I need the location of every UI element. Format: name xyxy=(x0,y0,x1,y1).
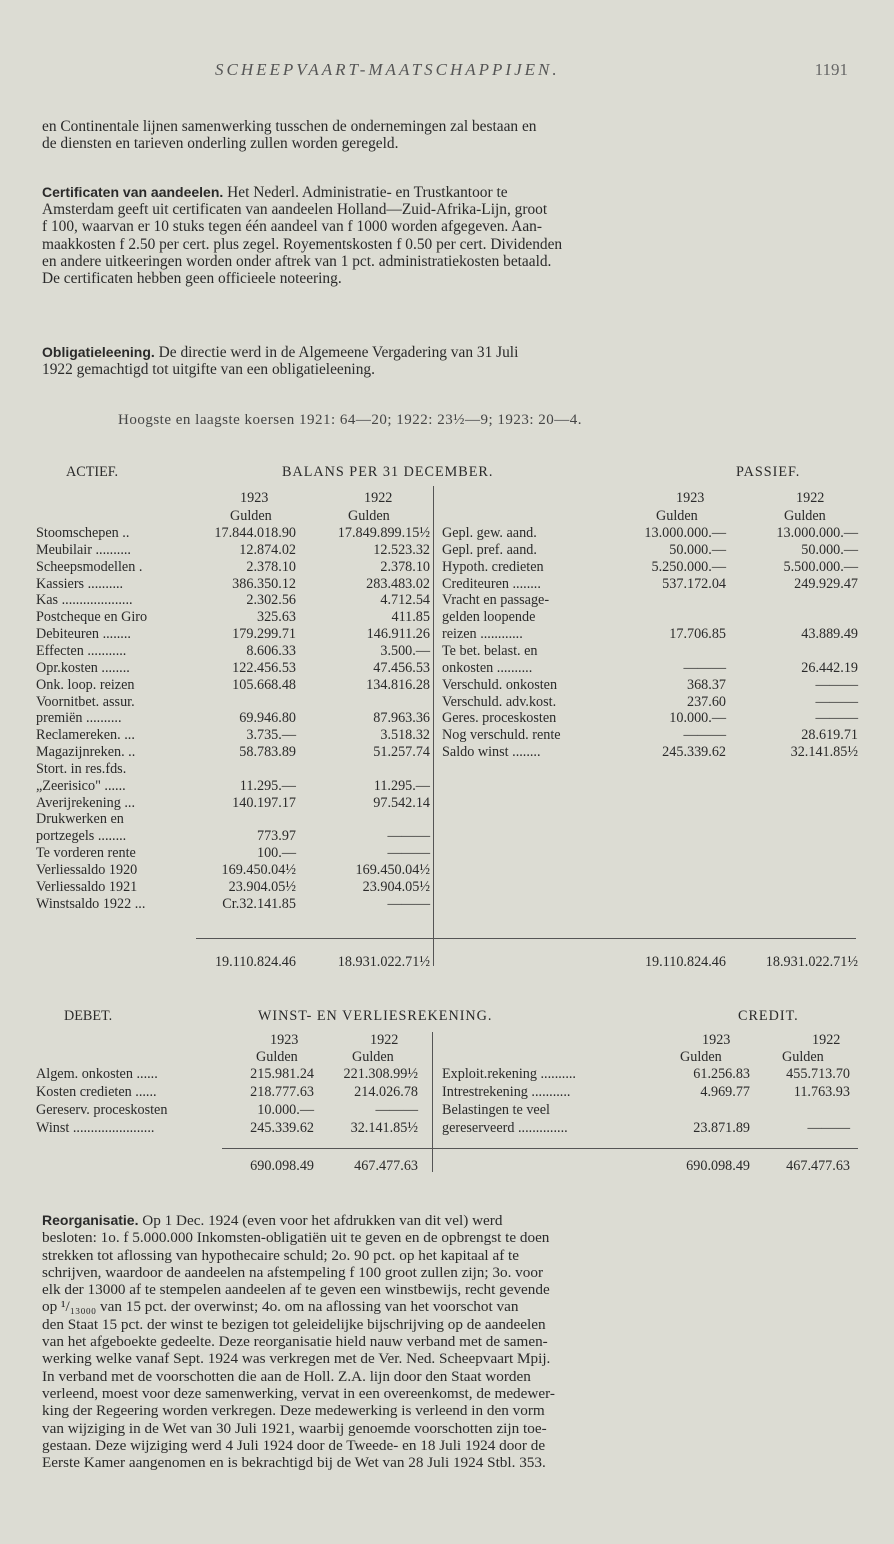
row-value: 249.929.47 xyxy=(794,575,858,592)
total-value: 18.931.022.71½ xyxy=(765,954,858,970)
row-label: Vracht en passage- xyxy=(442,592,550,609)
row-value: 32.141.85½ xyxy=(350,1120,418,1136)
row-value: ——— xyxy=(387,845,430,862)
row-value: 245.339.62 xyxy=(662,744,726,761)
text-line: Amsterdam geeft uit certificaten van aandeelen Holland—Zuid-Afrika-Lijn, groot xyxy=(42,201,548,219)
row-value: 455.713.70 xyxy=(786,1066,850,1082)
row-label: Postcheque en Giro xyxy=(36,609,148,626)
row-value: 4.712.54 xyxy=(380,592,430,609)
col-year: 1923 xyxy=(240,490,269,506)
row-value: ——— xyxy=(815,710,858,727)
row-value: 61.256.83 xyxy=(693,1066,750,1082)
row-value: 17.706.85 xyxy=(669,626,726,643)
total-value: 467.477.63 xyxy=(354,1158,418,1174)
total-value: 690.098.49 xyxy=(686,1158,750,1174)
balance-title: BALANS PER 31 DECEMBER. xyxy=(282,464,494,480)
certificaten-paragraph xyxy=(42,184,864,287)
col-unit: Gulden xyxy=(348,508,390,524)
row-value: 773.97 xyxy=(256,828,296,845)
text-line: verleend, moest voor deze samenwerking, vervat in een overeenkomst, de medewer- xyxy=(42,1384,555,1402)
col-year: 1922 xyxy=(370,1032,399,1048)
col-year: 1922 xyxy=(796,490,825,506)
column-divider xyxy=(433,486,434,966)
row-label: premiën .......... xyxy=(36,710,122,727)
text-line: Eerste Kamer aangenomen en is bekrachtigd bij de Wet van 28 Juli 1924 Stbl. 353. xyxy=(42,1454,546,1472)
col-unit: Gulden xyxy=(230,508,272,524)
row-value: 97.542.14 xyxy=(373,794,430,811)
intro-paragraph xyxy=(42,118,864,152)
row-value: 13.000.000.— xyxy=(776,525,858,541)
row-value: Cr.32.141.85 xyxy=(222,895,296,912)
text-line: Het Nederl. Administratie- en Trustkantoor te xyxy=(223,184,508,201)
row-value: 50.000.— xyxy=(801,541,858,558)
row-label: Gereserv. proceskosten xyxy=(36,1102,168,1118)
row-value: 11.763.93 xyxy=(793,1084,850,1100)
row-value: ——— xyxy=(683,727,726,744)
row-value: 47.456.53 xyxy=(373,659,430,676)
debet-label: DEBET. xyxy=(64,1008,113,1024)
section-heading: Reorganisatie. xyxy=(42,1212,139,1228)
row-label: Opr.kosten ........ xyxy=(36,659,130,676)
col-year: 1923 xyxy=(676,490,705,506)
col-unit: Gulden xyxy=(784,508,826,524)
row-label: Stort. in res.fds. xyxy=(36,760,127,777)
row-value: 221.308.99½ xyxy=(343,1066,418,1082)
row-label: Voornitbet. assur. xyxy=(36,693,135,710)
column-divider xyxy=(432,1032,433,1172)
row-value: 368.37 xyxy=(686,676,726,693)
col-unit: Gulden xyxy=(782,1049,824,1065)
passief-label: PASSIEF. xyxy=(736,464,801,480)
row-value: 10.000.— xyxy=(257,1102,314,1118)
col-year: 1923 xyxy=(702,1032,731,1048)
row-label: Drukwerken en xyxy=(36,811,124,828)
text-line: de diensten en tarieven onderling zullen worden geregeld. xyxy=(42,135,399,153)
row-value: ——— xyxy=(807,1120,850,1136)
row-value: 218.777.63 xyxy=(250,1084,314,1100)
row-value: 140.197.17 xyxy=(232,794,296,811)
text-line: gestaan. Deze wijziging werd 4 Juli 1924 door de Tweede- en 18 Juli 1924 door de xyxy=(42,1436,546,1454)
text-line: strekken tot aflossing van hypothecaire schuld; 2o. 90 pct. op het kapitaal af te xyxy=(42,1246,520,1264)
total-rule xyxy=(222,1148,858,1149)
row-label: Te vorderen rente xyxy=(36,845,136,862)
col-unit: Gulden xyxy=(256,1049,298,1065)
row-value: 5.500.000.— xyxy=(783,558,858,575)
row-value: 17.844.018.90 xyxy=(214,525,296,541)
total-value: 467.477.63 xyxy=(786,1158,850,1174)
text-line: De certificaten hebben geen officieele noteering. xyxy=(42,270,342,288)
row-label: Kassiers .......... xyxy=(36,575,124,592)
row-label: „Zeerisico" ...... xyxy=(36,777,126,794)
row-value: ——— xyxy=(387,828,430,845)
profit-loss-title: WINST- EN VERLIESREKENING. xyxy=(258,1008,493,1024)
row-value: 10.000.— xyxy=(669,710,726,727)
row-value: 23.904.05½ xyxy=(228,878,296,895)
col-unit: Gulden xyxy=(680,1049,722,1065)
total-value: 19.110.824.46 xyxy=(214,954,296,970)
row-label: Winstsaldo 1922 ... xyxy=(36,895,146,912)
section-heading: Certificaten van aandeelen. xyxy=(42,184,224,200)
row-value: ——— xyxy=(815,676,858,693)
row-value: 3.500.— xyxy=(380,642,430,659)
text-line: De directie werd in de Algemeene Vergadering van 31 Juli xyxy=(154,344,519,361)
row-value: 122.456.53 xyxy=(232,659,296,676)
row-value: 4.969.77 xyxy=(700,1084,750,1100)
row-value: 51.257.74 xyxy=(373,744,430,761)
text-line: f 100, waarvan er 10 stuks tegen één aandeel van f 1000 worden afgegeven. Aan- xyxy=(42,218,542,236)
row-value: 23.904.05½ xyxy=(362,878,430,895)
row-label: gelden loopende xyxy=(442,609,536,626)
total-value: 19.110.824.46 xyxy=(644,954,726,970)
row-value: 32.141.85½ xyxy=(790,744,858,761)
row-value: 237.60 xyxy=(686,693,726,710)
row-value: ——— xyxy=(815,693,858,710)
row-value: 8.606.33 xyxy=(246,642,296,659)
text-line: schrijven, waardoor de aandeelen na afstempeling f 100 groot zullen zijn; 3o. voor xyxy=(42,1263,544,1281)
row-label: Gepl. pref. aand. xyxy=(442,541,537,558)
row-value: 169.450.04½ xyxy=(221,862,296,878)
row-label: Belastingen te veel xyxy=(442,1102,550,1118)
row-value: 69.946.80 xyxy=(239,710,296,727)
row-value: 386.350.12 xyxy=(232,575,296,592)
text-line: maakkosten f 2.50 per cert. plus zegel. Royementskosten f 0.50 per cert. Dividenden xyxy=(42,235,563,253)
row-value: 43.889.49 xyxy=(801,626,858,643)
row-value: 134.816.28 xyxy=(366,676,430,693)
row-label: Stoomschepen .. xyxy=(36,525,130,541)
row-value: 411.85 xyxy=(391,609,430,626)
row-label: Averijrekening ... xyxy=(36,794,136,811)
row-label: Geres. proceskosten xyxy=(442,710,557,727)
row-value: 245.339.62 xyxy=(250,1120,314,1136)
col-year: 1922 xyxy=(364,490,393,506)
page-header xyxy=(0,60,894,84)
row-label: Kas .................... xyxy=(36,592,133,609)
row-label: Debiteuren ........ xyxy=(36,626,131,643)
row-value: 325.63 xyxy=(256,609,296,626)
row-value: 100.— xyxy=(256,845,296,862)
row-value: 105.668.48 xyxy=(232,676,296,693)
total-rule xyxy=(196,938,856,939)
reorganisatie-paragraph xyxy=(42,1212,864,1471)
text-line: en Continentale lijnen samenwerking tusschen de ondernemingen zal bestaan en xyxy=(42,118,537,135)
row-value: 146.911.26 xyxy=(366,626,430,643)
col-year: 1922 xyxy=(812,1032,841,1048)
row-value: 17.849.899.15½ xyxy=(337,525,430,541)
row-value: ——— xyxy=(375,1102,418,1118)
text-line: den Staat 15 pct. der winst te bezigen tot geleidelijke bijschrijving op de aandeelen xyxy=(42,1315,546,1333)
row-value: 58.783.89 xyxy=(239,744,296,761)
row-value: ——— xyxy=(683,659,726,676)
row-label: reizen ............ xyxy=(442,626,523,643)
row-label: Verschuld. adv.kost. xyxy=(442,693,557,710)
row-value: 5.250.000.— xyxy=(651,558,726,575)
page-number: 1191 xyxy=(814,60,848,79)
text-line: besloten: 1o. f 5.000.000 Inkomsten-obligatiën uit te geven en de opbrengst te doen xyxy=(42,1229,550,1247)
text-line: In verband met de voorschotten die aan de Holl. Z.A. lijn door den Staat worden xyxy=(42,1367,531,1385)
row-label: onkosten .......... xyxy=(442,659,533,676)
row-value: 169.450.04½ xyxy=(355,862,430,878)
row-value: 3.518.32 xyxy=(380,727,430,744)
section-heading: Obligatieleening. xyxy=(42,344,155,360)
row-value: 11.295.— xyxy=(373,777,430,794)
row-value: 13.000.000.— xyxy=(644,525,726,541)
row-value: 12.874.02 xyxy=(239,541,296,558)
profit-loss-account xyxy=(0,1008,894,1188)
row-value: 11.295.— xyxy=(239,777,296,794)
row-value: 2.302.56 xyxy=(246,592,296,609)
text-line: 1922 gemachtigd tot uitgifte van een obligatieleening. xyxy=(42,361,375,379)
koersen-line: Hoogste en laagste koersen 1921: 64—20; 1922: 23½—9; 1923: 20—4. xyxy=(118,412,583,428)
row-label: Hypoth. credieten xyxy=(442,558,544,575)
row-value: 2.378.10 xyxy=(246,558,296,575)
row-value: 28.619.71 xyxy=(801,727,858,744)
row-label: Verschuld. onkosten xyxy=(442,676,558,693)
text-line: werking welke vanaf Sept. 1924 was verkregen met de Ver. Ned. Scheepvaart Mpij. xyxy=(42,1350,551,1368)
row-value: 537.172.04 xyxy=(662,575,726,592)
text-line: op ¹/₁₃₀₀₀ van 15 pct. der overwinst; 4o. om na aflossing van het voorschot van xyxy=(42,1298,519,1316)
credit-label: CREDIT. xyxy=(738,1008,799,1024)
row-label: Onk. loop. reizen xyxy=(36,676,135,693)
row-value: 215.981.24 xyxy=(250,1066,314,1082)
row-label: Exploit.rekening .......... xyxy=(442,1066,576,1082)
col-unit: Gulden xyxy=(656,508,698,524)
row-value: 3.735.— xyxy=(246,727,296,744)
row-label: Kosten credieten ...... xyxy=(36,1084,157,1100)
total-value: 18.931.022.71½ xyxy=(337,954,430,970)
text-line: king der Regeering worden verkregen. Deze medewerking is verleend in den vorm xyxy=(42,1402,545,1420)
actief-label: ACTIEF. xyxy=(66,464,119,480)
row-label: Crediteuren ........ xyxy=(442,575,541,592)
row-label: Verliessaldo 1921 xyxy=(36,878,138,895)
row-value: 50.000.— xyxy=(669,541,726,558)
row-label: Effecten ........... xyxy=(36,642,127,659)
row-value: 12.523.32 xyxy=(373,541,430,558)
total-value: 690.098.49 xyxy=(250,1158,314,1174)
row-label: Te bet. belast. en xyxy=(442,642,538,659)
row-label: Saldo winst ........ xyxy=(442,744,541,761)
row-value: 87.963.36 xyxy=(373,710,430,727)
row-value: 2.378.10 xyxy=(380,558,430,575)
text-line: Op 1 Dec. 1924 (even voor het afdrukken van dit vel) werd xyxy=(138,1212,503,1229)
row-label: Winst ....................... xyxy=(36,1120,155,1136)
row-label: Nog verschuld. rente xyxy=(442,727,561,744)
row-label: Intrestrekening ........... xyxy=(442,1084,571,1100)
row-value: 283.483.02 xyxy=(366,575,430,592)
row-label: Magazijnreken. .. xyxy=(36,744,136,761)
row-label: Gepl. gew. aand. xyxy=(442,525,537,541)
col-unit: Gulden xyxy=(352,1049,394,1065)
row-label: gereserveerd .............. xyxy=(442,1120,568,1136)
row-label: portzegels ........ xyxy=(36,828,127,845)
text-line: van wijziging in de Wet van 30 Juli 1921, waarbij genoemde voorschotten zijn toe- xyxy=(42,1419,547,1437)
row-value: ——— xyxy=(387,895,430,912)
row-value: 214.026.78 xyxy=(354,1084,418,1100)
running-title: SCHEEPVAART-MAATSCHAPPIJEN. xyxy=(215,60,560,79)
text-line: van het afgeboekte gedeelte. Deze reorganisatie hield nauw verband met de samen- xyxy=(42,1333,548,1351)
row-label: Algem. onkosten ...... xyxy=(36,1066,158,1082)
row-value: 23.871.89 xyxy=(693,1120,750,1136)
text-line: elk der 13000 af te stempelen aandeelen af te geven een winstbewijs, recht gevende xyxy=(42,1281,550,1299)
row-value: 26.442.19 xyxy=(801,659,858,676)
obligatie-paragraph xyxy=(42,344,864,378)
col-year: 1923 xyxy=(270,1032,299,1048)
row-label: Meubilair .......... xyxy=(36,541,131,558)
balance-sheet xyxy=(0,464,894,984)
row-label: Scheepsmodellen . xyxy=(36,558,143,575)
text-line: en andere uitkeeringen worden onder aftrek van 1 pct. administratiekosten betaald. xyxy=(42,252,552,270)
row-label: Reclamereken. ... xyxy=(36,727,135,744)
row-value: 179.299.71 xyxy=(232,626,296,643)
row-label: Verliessaldo 1920 xyxy=(36,862,138,878)
